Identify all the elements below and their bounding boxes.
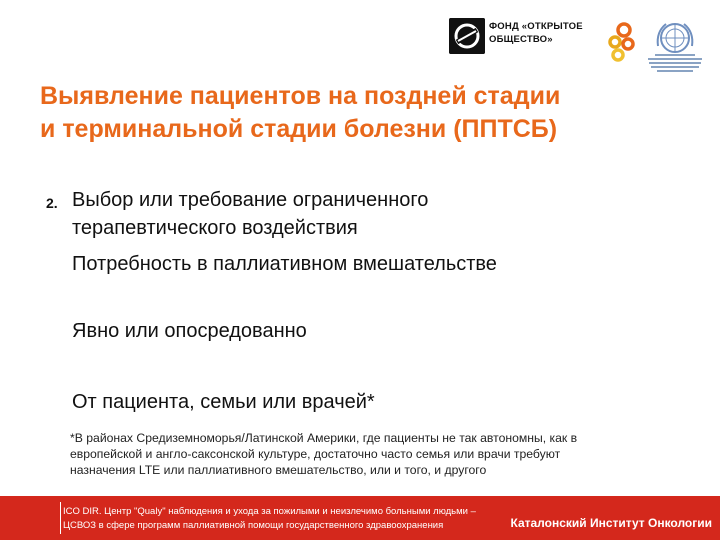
footnote-line-1: *В районах Средиземноморья/Латинской Америки, где пациенты не так автономны, как в xyxy=(70,431,578,445)
footer-line-2: ЦСВОЗ в сфере программ паллиативной помощи государственного здравоохранения xyxy=(63,520,444,531)
footer-bar xyxy=(0,496,720,540)
osf-logo-text xyxy=(489,20,599,46)
osf-logo-line1: ФОНД «ОТКРЫТОЕ xyxy=(489,21,583,32)
title-line-1: Выявление пациентов на поздней стадии xyxy=(40,82,561,110)
un-caption-lines xyxy=(646,52,704,72)
rings-logo-icon xyxy=(604,22,644,62)
page-title xyxy=(40,80,700,146)
footnote-line-2: европейской и англо-саксонской культуре, достаточно часто семья или врачи требуют xyxy=(70,447,561,461)
list-item-2 xyxy=(46,186,686,242)
palliative-need-text: Потребность в паллиативном вмешательстве xyxy=(72,253,497,275)
footer-line-1: ICO DIR. Центр "Qualy" наблюдения и ухода за пожилыми и неизлечимо больными людьми – xyxy=(63,506,476,517)
source-text: От пациента, семьи или врачей* xyxy=(72,391,375,413)
point-text-line-1: Выбор или требование ограниченного xyxy=(72,189,429,211)
osf-logo-line2: ОБЩЕСТВО» xyxy=(489,34,553,45)
osf-emblem-icon xyxy=(449,18,485,54)
osf-logo xyxy=(449,18,599,64)
institute-name: Каталонский Институт Онкологии xyxy=(510,516,712,530)
un-emblem-icon xyxy=(646,18,704,82)
title-line-2: и терминальной стадии болезни (ППТСБ) xyxy=(40,115,558,143)
footnote xyxy=(70,430,670,478)
list-number: 2. xyxy=(46,195,58,211)
footnote-line-3: назначения LTE или паллиативного вмешательство, или и того, и другого xyxy=(70,463,487,477)
point-text-line-2: терапевтического воздействия xyxy=(72,217,358,239)
footer-divider xyxy=(60,502,61,534)
explicit-implicit-text: Явно или опосредованно xyxy=(72,320,307,342)
